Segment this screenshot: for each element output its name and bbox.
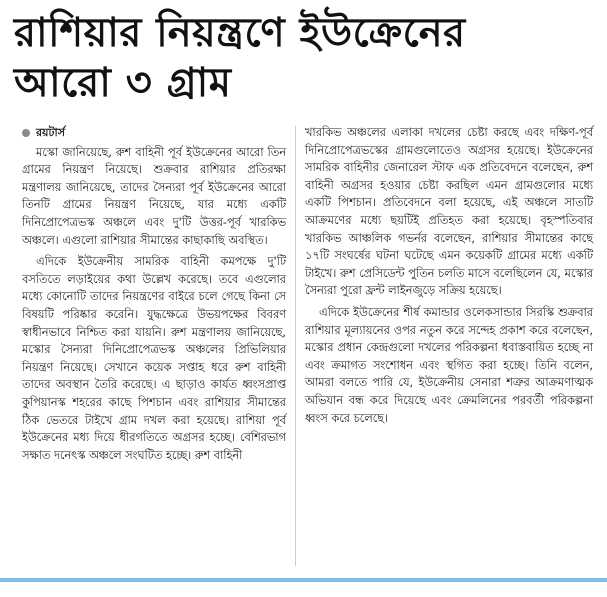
byline-source: রয়টার্স <box>36 126 65 139</box>
headline-line-1: রাশিয়ার নিয়ন্ত্রণে ইউক্রেনের <box>14 9 466 56</box>
column-divider <box>295 126 296 566</box>
bottom-accent-rule <box>0 578 607 582</box>
byline <box>22 124 286 142</box>
article-column-right <box>305 124 593 427</box>
article-column-left <box>22 124 286 464</box>
paragraph: খারকিভ অঞ্চলের এলাকা দখলের চেষ্টা করছে এবং দক্ষিণ-পূর্ব দিনিপ্রোপেত্রভস্কের গ্রামগুলোতেও অগ্রসর হয়েছে। ইউক্রেনের সামরিক বাহিনীর জেনারেল স্টাফ এক প্রতিবেদনে বলেছেন, রুশ বাহিনী অগ্রসর হওয়ার চেষ্টা করছিল এমন গ্রামগুলোর মধ্যে একটি পিশচান। প্রতিবেদনে বলা হয়েছে, এই অঞ্চলে সাতটি আক্রমণের মধ্যে ছয়টিই প্রতিহত করা হয়েছে। বৃহস্পতিবার খারকিভ আঞ্চলিক গভর্নর বলেছেন, রাশিয়ার সীমান্তের কাছে ১৭টি সংঘর্ষের ঘটনা ঘটেছে এমন কয়েকটি গ্রামের মধ্যে একটি টাইখে। রুশ প্রেসিডেন্ট পুতিন চলতি মাসে বলেছিলেন যে, মস্কোর সৈন্যরা পুরো ফ্রন্ট লাইনজুড়ে সক্রিয় হয়েছে। <box>305 126 593 298</box>
bullet-icon <box>22 129 30 137</box>
headline <box>14 8 594 108</box>
paragraph: এদিকে ইউক্রেনের শীর্ষ কমান্ডার ওলেকসান্ডার সিরস্কি শুক্রবার রাশিয়ার মূল্যায়নের ওপর নতুন করে সন্দেহ প্রকাশ করে বলেছেন, মস্কোর প্রধান কেন্দ্রগুলো দখলের পরিকল্পনা ধবাস্তবায়িত হচ্ছে না এবং ক্রমাগত সংশোধন এবং স্থগিত করা হচ্ছে। তিনি বলেন, আমরা বলতে পারি যে, ইউক্রেনীয় সেনারা শত্রুর আক্রমণাত্মক অভিযান বন্ধ করে দিয়েছে এবং ক্রেমলিনের পরবর্তী পরিকল্পনা ধ্বংস করে চলেছে। <box>305 305 593 425</box>
paragraph: এদিকে ইউক্রেনীয় সামরিক বাহিনী কমপক্ষে দু'টি বসতিতে লড়াইয়ের কথা উল্লেখ করেছে। তবে এগুলোর মধ্যে কোনোটি তাদের নিয়ন্ত্রণের বাইরে চলে গেছে কিনা সে বিষয়টি পরিষ্কার করেনি। যুদ্ধক্ষেত্রে উভয়পক্ষের বিবরণ স্বাধীনভাবে নিশ্চিত করা যায়নি। রুশ মন্ত্রণালয় জানিয়েছে, মস্কোর সৈন্যরা দিনিপ্রোপেত্রভস্ক অঞ্চলের প্রিভিলিয়ার নিয়ন্ত্রণ নিয়েছে। সেখানে কয়েক সপ্তাহ ধরে রুশ বাহিনী তাদের অবস্থান তৈরি করেছে। এ ছাড়াও কার্যত ধ্বংসপ্রাপ্ত কুপিয়ানস্ক শহরের কাছে পিশচান এবং রাশিয়ার সীমান্তের ঠিক ভেতরে টাইখে গ্রাম দখল করা হয়েছে। রাশিয়া পূর্ব ইউক্রেনের মধ্য দিয়ে ধীরগতিতে অগ্রসর হচ্ছে। বেশিরভাগ সক্ষাত দনেৎস্ক অঞ্চলে সংঘটিত হচ্ছে। রুশ বাহিনী <box>22 255 286 462</box>
paragraph: মস্কো জানিয়েছে, রুশ বাহিনী পূর্ব ইউক্রেনের আরো তিন গ্রামের নিয়ন্ত্রণ নিয়েছে। শুক্রবার রাশিয়ার প্রতিরক্ষা মন্ত্রণালয় জানিয়েছে, তাদের সৈন্যরা পূর্ব ইউক্রেনের আরো তিনটি গ্রামের নিয়ন্ত্রণ নিয়েছে, যার মধ্যে একটি দিনিপ্রোপেত্রভস্ক অঞ্চলে এবং দু'টি উত্তর-পূর্ব খারকিভ অঞ্চলে। এগুলো রাশিয়ার সীমান্তের কাছাকাছি অবস্থিত। <box>22 145 286 247</box>
headline-line-2: আরো ৩ গ্রাম <box>14 59 232 106</box>
